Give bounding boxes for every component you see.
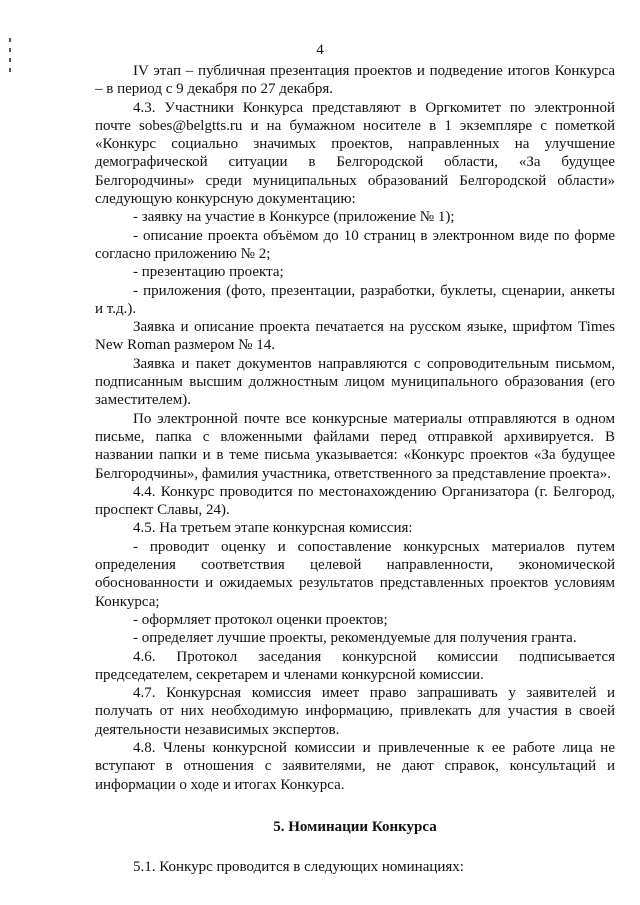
paragraph-stage-iv: IV этап – публичная презентация проектов и подведение итогов Конкурса – в период с 9 декабря по 27 декабря.	[95, 63, 615, 98]
paragraph-cover-letter: Заявка и пакет документов направляются с сопроводительным письмом, подписанным высшим должностным лицом муниципального образования (его заместителем).	[95, 355, 615, 409]
list-item: - оформляет протокол оценки проектов;	[133, 611, 388, 628]
list-item: - определяет лучшие проекты, рекомендуемые для получения гранта.	[133, 630, 577, 647]
paragraph-font-requirements: Заявка и описание проекта печатается на русском языке, шрифтом Times New Roman размером № 14.	[95, 319, 615, 354]
paragraph-4-5: 4.5. На третьем этапе конкурсная комиссия:	[133, 520, 413, 537]
document-body	[95, 62, 615, 876]
paragraph-4-3: 4.3. Участники Конкурса представляют в Оргкомитет по электронной почте sobes@belgtts.ru и на бумажном носителе в 1 экземпляре с пометкой «Конкурс социально значимых проектов, направленных на улучшение демографической ситуации в Белгородской области, «За будущее Белгородчины» среди муниципальных образований Белгородской области» следующую конкурсную документацию:	[95, 99, 615, 208]
list-item: - заявку на участие в Конкурсе (приложение № 1);	[133, 209, 455, 226]
section-heading: 5. Номинации Конкурса	[273, 818, 437, 835]
paragraph-4-4: 4.4. Конкурс проводится по местонахождению Организатора (г. Белгород, проспект Славы, 24).	[95, 483, 615, 519]
paragraph-4-7: 4.7. Конкурсная комиссия имеет право запрашивать у заявителей и получать от них необходимую информацию, привлекать для участия в своей деятельности независимых экспертов.	[95, 685, 615, 738]
list-item: - проводит оценку и сопоставление конкурсных материалов путем определения соответствия целевой направленности, экономической обоснованности и ожидаемых результатов представленных проектов условиям Конкурса;	[95, 538, 615, 610]
list-item: - приложения (фото, презентации, разработки, буклеты, сценарии, анкеты и т.д.).	[95, 282, 615, 317]
paragraph-email-rules: По электронной почте все конкурсные материалы отправляются в одном письме, папка с вложенными файлами перед отправкой архивируется. В названии папки и в теме письма указывается: «Конкурс проектов «За будущее Белгородчины», фамилия участника, ответственного за представление проекта».	[95, 410, 615, 482]
paragraph-5-1: 5.1. Конкурс проводится в следующих номинациях:	[133, 859, 464, 876]
list-item: - презентацию проекта;	[133, 264, 284, 281]
page-number: 4	[316, 42, 324, 58]
list-item: - описание проекта объёмом до 10 страниц в электронном виде по форме согласно приложению № 2;	[95, 227, 615, 262]
paragraph-4-6: 4.6. Протокол заседания конкурсной комиссии подписывается председателем, секретарем и членами конкурсной комиссии.	[95, 648, 615, 683]
paragraph-4-8: 4.8. Члены конкурсной комиссии и привлеченные к ее работе лица не вступают в отношения с заявителями, не дают справок, консультаций и информации о ходе и итогах Конкурса.	[95, 739, 615, 793]
